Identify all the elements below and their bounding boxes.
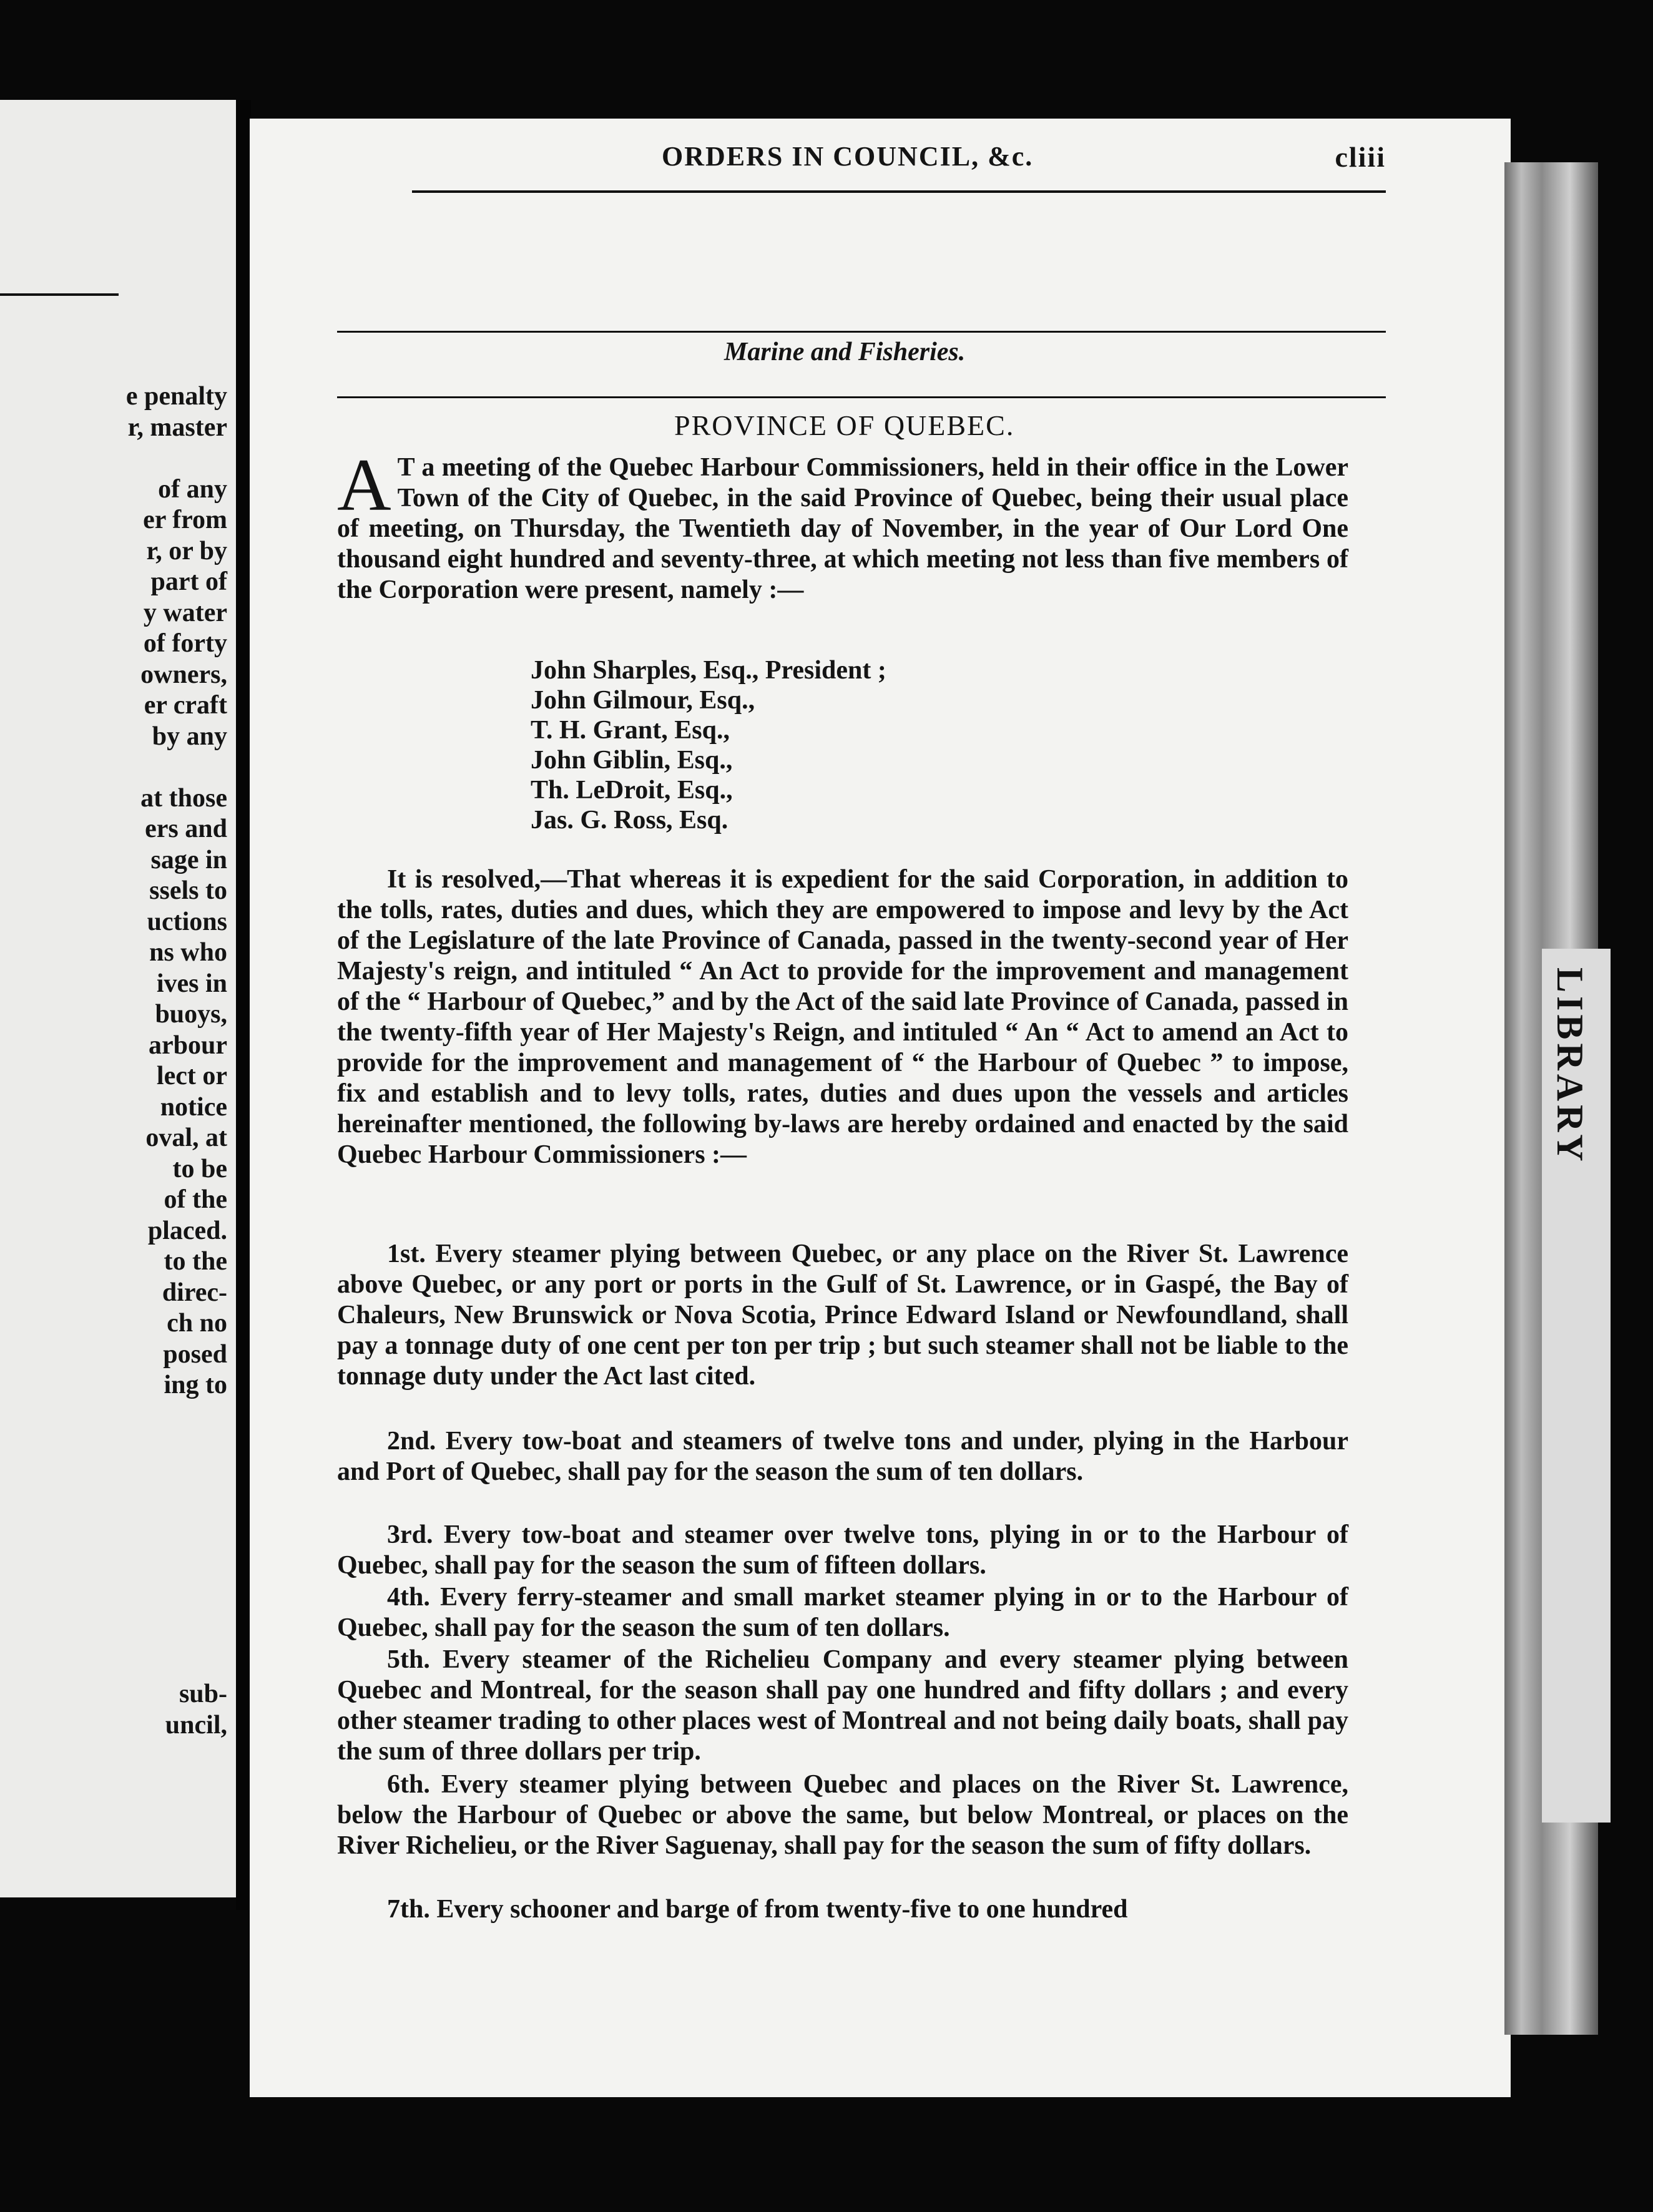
left-facing-page xyxy=(0,100,236,1897)
left-page-line: r, or by xyxy=(146,536,227,565)
section-rule-bottom xyxy=(337,396,1386,398)
province-heading: PROVINCE OF QUEBEC. xyxy=(674,409,1015,441)
member-name: John Giblin, Esq., xyxy=(531,746,733,775)
intro-text: T a meeting of the Quebec Harbour Commissioners, held in their office in the Lower Town of the City of Quebec, in the said Province of Quebec, being their usual place of meeting, on Thursday, the Twentieth day of November, in the year of Our Lord One thousand eight hundred and seventy-three, at which meeting not less than five members of the Corporation were present, namely :— xyxy=(337,453,1348,604)
left-page-line: at those xyxy=(140,783,227,813)
page-number: cliii xyxy=(1335,141,1386,173)
left-page-line: owners, xyxy=(140,660,227,689)
section-title: Marine and Fisheries. xyxy=(724,338,966,366)
member-name: John Sharples, Esq., President ; xyxy=(531,656,886,685)
left-page-line: notice xyxy=(160,1092,227,1122)
running-head-title: ORDERS IN COUNCIL, &c. xyxy=(662,141,1034,172)
bylaw-4: 4th. Every ferry-steamer and small market steamer plying in or to the Harbour of Quebec, shall pay for the season the sum of ten dollars. xyxy=(337,1583,1348,1642)
book-gutter xyxy=(236,100,251,1910)
left-page-line: part of xyxy=(150,567,227,596)
left-page-line: sub- xyxy=(179,1680,227,1708)
member-name: T. H. Grant, Esq., xyxy=(531,716,730,745)
bylaw-2: 2nd. Every tow-boat and steamers of twelve tons and under, plying in the Harbour and Port of Quebec, shall pay for the season the sum of ten dollars. xyxy=(337,1427,1348,1486)
section-rule-top xyxy=(337,331,1386,333)
left-page-line: er craft xyxy=(144,691,227,720)
bylaw-1: 1st. Every steamer plying between Quebec, or any place on the River St. Lawrence above Quebec, or any port or ports in the Gulf of St. Lawrence, or in Gaspé, the Bay of Chaleurs, New Brunswick or Nova Scotia, Prince Edward Island or Newfoundland, shall pay a tonnage duty of one cent per ton per trip ; but such steamer shall not be liable to the tonnage duty under the Act last cited. xyxy=(337,1240,1348,1391)
left-page-line: oval, at xyxy=(145,1123,227,1152)
left-page-line: placed. xyxy=(147,1216,227,1245)
header-rule xyxy=(412,190,1386,193)
left-page-line: e penalty xyxy=(125,382,227,411)
member-name: John Gilmour, Esq., xyxy=(531,686,755,715)
member-name: Jas. G. Ross, Esq. xyxy=(531,806,728,834)
resolution-paragraph: It is resolved,—That whereas it is expedient for the said Corporation, in addition to the tolls, rates, duties and dues, which they are empowered to impose and levy by the Act of the Legislature of the late Province of Canada, passed in the twenty-second year of Her Majesty's reign, and intituled “ An Act to provide for the improvement and management of the “ Harbour of Quebec,” and by the Act of the said late Province of Canada, passed in the twenty-fifth year of Her Majesty's Reign, and intituled “ An “ Act to amend an Act to provide for the improvement and management of “ the Harbour of Quebec ” to impose, fix and establish and to levy tolls, rates, duties and dues upon the vessels and articles hereinafter mentioned, the following by-laws are hereby ordained and enacted by the said Quebec Harbour Commissioners :— xyxy=(337,865,1348,1169)
left-page-line: y water xyxy=(143,598,227,627)
library-label-text: LIBRARY xyxy=(1549,967,1591,1165)
left-page-line: ing to xyxy=(164,1371,227,1399)
left-page-line: uctions xyxy=(147,907,227,936)
left-page-line: ers and xyxy=(145,815,227,843)
bylaw-7: 7th. Every schooner and barge of from twenty-five to one hundred xyxy=(387,1895,1128,1924)
library-label xyxy=(1542,949,1611,1823)
left-page-line: of forty xyxy=(143,629,227,658)
left-page-line: buoys, xyxy=(155,1000,227,1029)
left-page-line: er from xyxy=(143,506,227,534)
left-page-line: of any xyxy=(158,474,227,504)
left-page-line: to the xyxy=(164,1247,227,1276)
left-page-line: ch no xyxy=(167,1309,227,1338)
left-page-line: by any xyxy=(152,722,227,751)
left-page-rule xyxy=(0,293,119,296)
left-page-line: sage in xyxy=(150,845,227,874)
left-page-line: uncil, xyxy=(165,1710,227,1740)
intro-paragraph xyxy=(337,443,1348,605)
left-page-line: arbour xyxy=(149,1030,227,1060)
left-page-line: ives in xyxy=(156,969,227,998)
members-list xyxy=(531,655,886,835)
bylaw-5: 5th. Every steamer of the Richelieu Company and every steamer plying between Quebec and Montreal, for the season shall pay one hundred and fifty dollars ; and every other steamer trading to other places west of Montreal and not being daily boats, shall pay the sum of three dollars per trip. xyxy=(337,1645,1348,1766)
left-page-line: to be xyxy=(172,1154,227,1183)
left-page-line: posed xyxy=(163,1339,227,1369)
left-page-line: ns who xyxy=(149,938,227,967)
left-page-line: r, master xyxy=(127,413,227,442)
left-page-line: lect or xyxy=(156,1062,227,1090)
left-page-line: ssels to xyxy=(149,876,227,905)
bylaw-6: 6th. Every steamer plying between Quebec and places on the River St. Lawrence, below the Harbour of Quebec or above the same, but below Montreal, or places on the River Richelieu, or the River Saguenay, shall pay for the season the sum of fifty dollars. xyxy=(337,1770,1348,1860)
member-name: Th. LeDroit, Esq., xyxy=(531,776,733,805)
bylaw-3: 3rd. Every tow-boat and steamer over twelve tons, plying in or to the Harbour of Quebec, shall pay for the season the sum of fifteen dollars. xyxy=(337,1520,1348,1580)
drop-cap: A xyxy=(337,443,391,526)
left-page-line: direc- xyxy=(162,1278,227,1307)
left-page-line: of the xyxy=(164,1185,227,1214)
